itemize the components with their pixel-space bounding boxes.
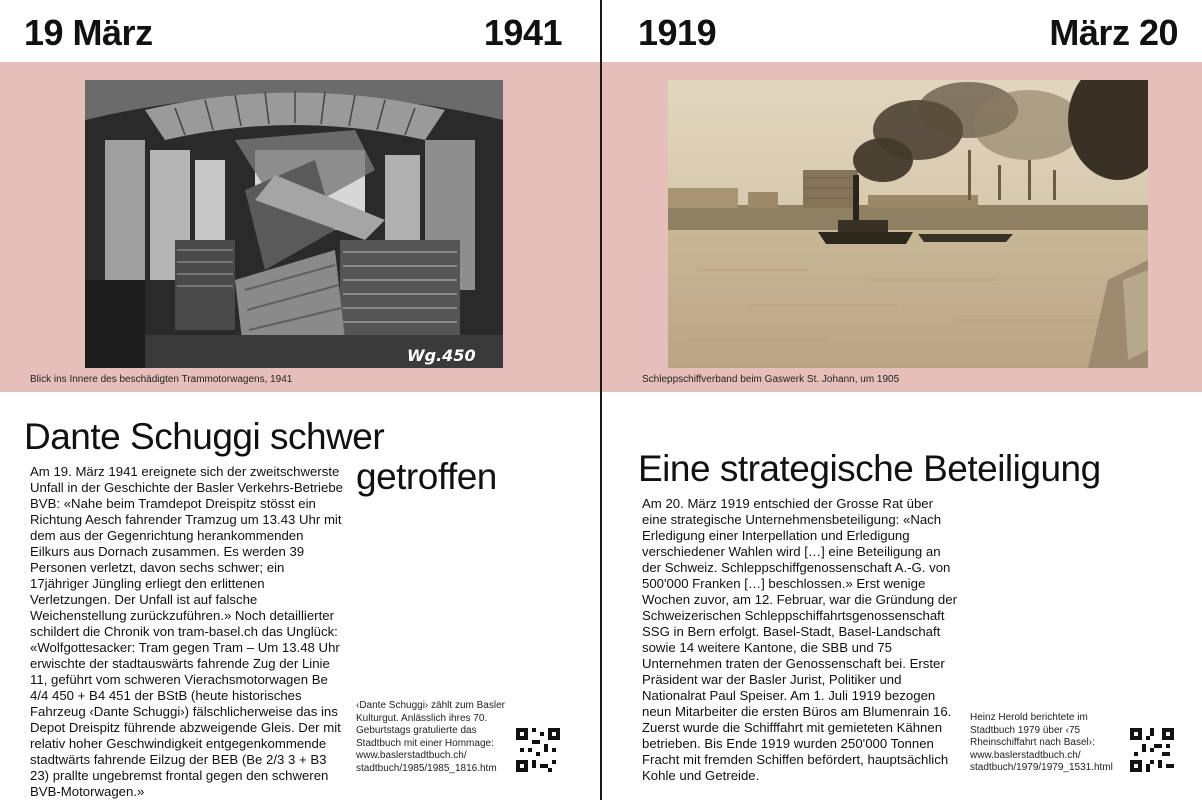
article-body: Am 20. März 1919 entschied der Grosse Rat über eine strategische Unternehmensbeteiligung: «Nach Erledigung einer Interpellation und Erledigung verschiedener Wahlen wird […] eine Beteiligung an der Schweiz. Schleppschiffgenossenschaft A.-G. von 500'000 Franken […] beschlossen.» Erst wenige Wochen zuvor, am 12. Februar, war die Gründung der Schweizerischen Schleppschiffahrtsgenossenschaft SSG in Bern erfolgt. Basel-Stadt, Basel-Landschaft sowie 14 weitere Kantone, die SBB und 75 Unternehmen traten der Genossenschaft bei. Erster Präsident war der Basler Jurist, Politiker und Nationalrat Paul Speiser. Am 1. Juli 1919 bezogen neun Mitarbeiter die ersten Büros am Blumenrain 16. Zuerst wurde die Schifffahrt mit gemieteten Kähnen betrieben. Bis Ende 1919 wurden 250'000 Tonnen Fracht mit fremden Schiffen befördert, hauptsächlich Kohle und Getreide. [642,496,957,783]
date-day-month: März 20 [1049,12,1178,53]
footnote: Heinz Herold berichtete im Stadtbuch 1979 über ‹75 Rheinschiffahrt nach Basel›: www.baslerstadtbuch.ch/ stadtbuch/1979/1979_1531.html [970,712,1113,773]
date-day-month: 19 März [24,12,153,53]
article-body: Am 19. März 1941 ereignete sich der zweitschwerste Unfall in der Geschichte der Basler Verkehrs-Betriebe BVB: «Nahe beim Tramdepot Dreispitz stösst ein Richtung Aesch fahrender Tramzug um 13.43 Uhr mit dem aus der Gegenrichtung herankommenden Eilkurs aus Dornach zusammen. Es werden 39 Personen verletzt, davon sechs schwer; ein 17jähriger Jüngling erliegt den erlittenen Verletzungen. Der Unfall ist auf falsche Weichenstellung zurückzuführen.» Noch detaillierter schildert die Chronik von tram-basel.ch das Unglück: «Wolfgottesacker: Tram gegen Tram – Um 13.48 Uhr erwischte der stadtauswärts fahrende Zug der Linie 11, geführt vom schweren Vierachsmotorwagen Be 4/4 450 + B4 451 der BStB (heute historisches Fahrzeug ‹Dante Schuggi›) fälschlicherweise das ins Depot Dreispitz führende abzweigende Gleis. Der mit relativ hoher Geschwindigkeit entgegenkommende stadtwärts fahrende Eilzug der BEB (Be 2/3 3 + B3 23) prallte ungebremst frontal gegen den schweren BVB-Motorwagen.» [30,464,343,799]
right-page [602,0,1202,800]
qr-code-icon[interactable] [516,728,560,772]
photo-band [602,62,1202,392]
tugboat-photo [668,80,1148,368]
article-headline-line1: Dante Schuggi schwer [24,416,385,457]
photo-caption: Blick ins Innere des beschädigten Trammotorwagens, 1941 [30,374,293,385]
footnote: ‹Dante Schuggi› zählt zum Basler Kulturgut. Anlässlich ihres 70. Geburtstags gratulierte das Stadtbuch mit einer Hommage: www.baslerstadtbuch.ch/ stadtbuch/1985/1985_1816.htm [356,700,505,774]
left-page [0,0,600,800]
date-year: 1919 [638,12,717,53]
photo-plate-label: Wg.450 [407,346,476,365]
article-headline: Eine strategische Beteiligung [638,448,1101,489]
tram-interior-photo [85,80,503,368]
article-headline-line2: getroffen [356,456,497,497]
date-year: 1941 [483,12,562,53]
qr-code-icon[interactable] [1130,728,1174,772]
photo-caption: Schleppschiffverband beim Gaswerk St. Johann, um 1905 [642,374,900,385]
photo-band [0,62,600,392]
